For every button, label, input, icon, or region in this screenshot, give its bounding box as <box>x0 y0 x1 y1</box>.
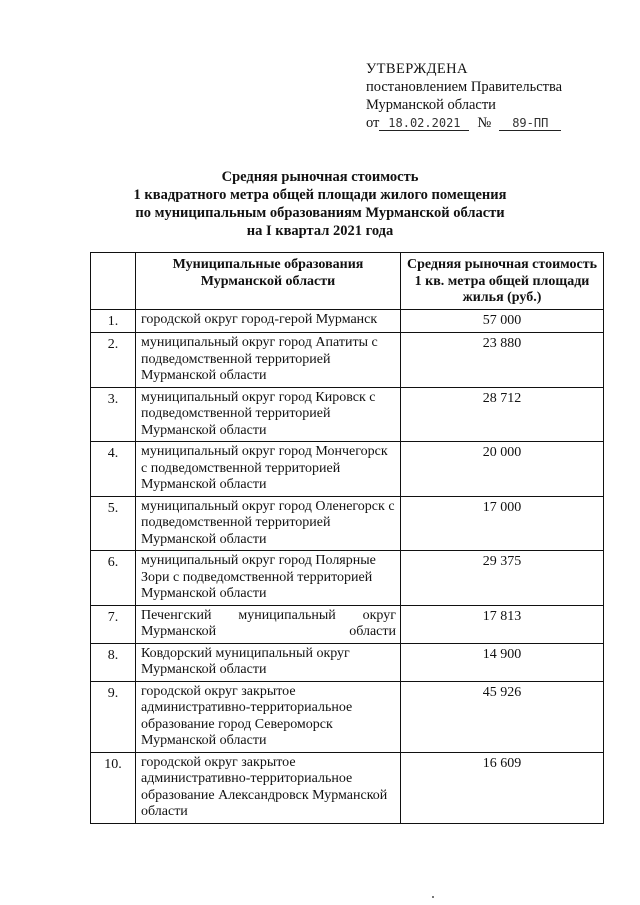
row-number: 10. <box>91 752 136 823</box>
row-number: 9. <box>91 681 136 752</box>
row-municipality: Ковдорский муниципальный округ Мурманской области <box>136 643 401 681</box>
row-number: 8. <box>91 643 136 681</box>
decree-number: 89-ПП <box>499 116 561 131</box>
number-label: № <box>477 115 492 131</box>
table-row <box>91 333 604 388</box>
row-municipality: городской округ закрытое административно-территориальное образование Александровск Мурманской области <box>136 752 401 823</box>
header-value: Средняя рыночная стоимость 1 кв. метра общей площади жилья (руб.) <box>401 253 604 310</box>
scan-speck <box>432 896 434 898</box>
approval-line-decree: постановлением Правительства <box>366 79 563 95</box>
row-municipality: Печенгский муниципальный округ Мурманской области <box>136 605 401 643</box>
row-value: 17 813 <box>401 605 604 643</box>
table-row <box>91 442 604 497</box>
approval-block <box>366 60 626 132</box>
row-value: 28 712 <box>401 387 604 442</box>
row-municipality: городской округ город-герой Мурманск <box>136 309 401 333</box>
row-number: 5. <box>91 496 136 551</box>
header-municipality: Муниципальные образования Мурманской области <box>136 253 401 310</box>
row-value: 14 900 <box>401 643 604 681</box>
row-number: 3. <box>91 387 136 442</box>
row-value: 20 000 <box>401 442 604 497</box>
row-value: 57 000 <box>401 309 604 333</box>
date-prefix: от <box>366 115 380 131</box>
row-value: 29 375 <box>401 551 604 606</box>
table-row <box>91 309 604 333</box>
row-municipality: муниципальный округ город Оленегорск с подведомственной территорией Мурманской области <box>136 496 401 551</box>
row-number: 1. <box>91 309 136 333</box>
row-municipality: муниципальный округ город Мончегорск с подведомственной территорией Мурманской области <box>136 442 401 497</box>
table-row <box>91 752 604 823</box>
row-municipality: муниципальный округ город Апатиты с подведомственной территорией Мурманской области <box>136 333 401 388</box>
row-number: 2. <box>91 333 136 388</box>
table-row <box>91 551 604 606</box>
document-title <box>80 168 560 240</box>
table-header-row <box>91 253 604 310</box>
approval-date-line <box>366 114 626 132</box>
row-value: 45 926 <box>401 681 604 752</box>
table-row <box>91 387 604 442</box>
row-municipality: муниципальный округ город Кировск с подведомственной территорией Мурманской области <box>136 387 401 442</box>
row-number: 7. <box>91 605 136 643</box>
row-value: 17 000 <box>401 496 604 551</box>
table-row <box>91 681 604 752</box>
row-number: 4. <box>91 442 136 497</box>
row-municipality: городской округ закрытое административно-территориальное образование город Североморск Мурманской области <box>136 681 401 752</box>
decree-date: 18.02.2021 <box>379 116 469 131</box>
title-line-4: на I квартал 2021 года <box>246 223 394 239</box>
header-index-cell <box>91 253 136 310</box>
table-row <box>91 605 604 643</box>
title-line-1: Средняя рыночная стоимость <box>221 169 419 185</box>
row-value: 16 609 <box>401 752 604 823</box>
title-line-3: по муниципальным образованиям Мурманской области <box>135 205 505 221</box>
price-table <box>90 252 604 824</box>
row-municipality: муниципальный округ город Полярные Зори с подведомственной территорией Мурманской области <box>136 551 401 606</box>
row-number: 6. <box>91 551 136 606</box>
approval-line-region: Мурманской области <box>366 97 496 113</box>
title-line-2: 1 квадратного метра общей площади жилого помещения <box>133 187 507 203</box>
approval-heading: УТВЕРЖДЕНА <box>366 61 468 77</box>
row-value: 23 880 <box>401 333 604 388</box>
table-row <box>91 496 604 551</box>
table-row <box>91 643 604 681</box>
